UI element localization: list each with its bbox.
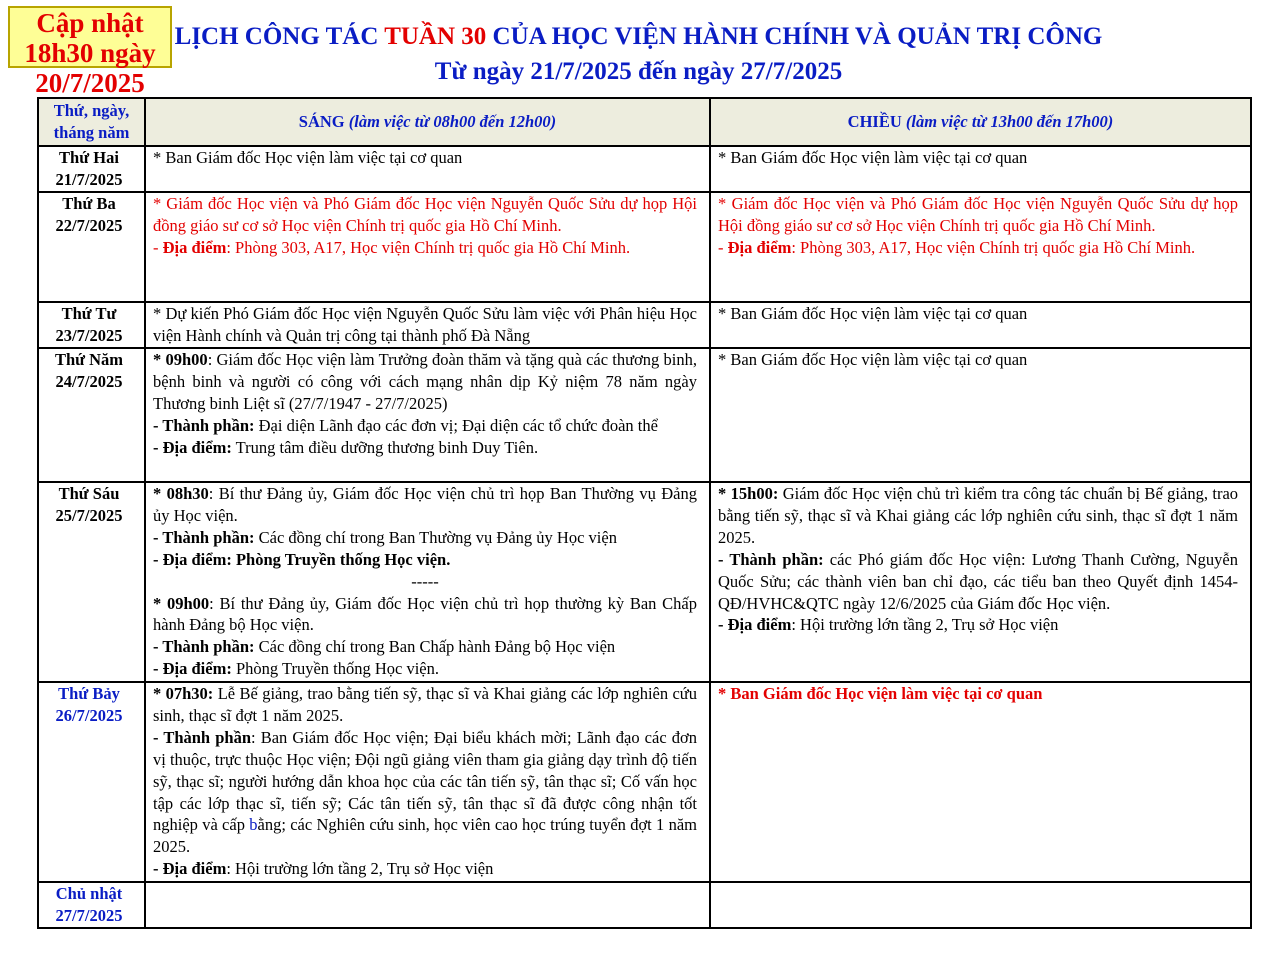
table-header-row — [38, 98, 1251, 146]
day-cell — [38, 348, 145, 482]
location-label: - Địa điểm — [153, 859, 227, 879]
day-name: Thứ Sáu — [58, 484, 120, 503]
table-row — [38, 146, 1251, 192]
day-name: Thứ Bảy — [58, 684, 120, 703]
day-name: Thứ Hai — [59, 148, 119, 167]
afternoon-event — [718, 483, 1238, 549]
morning-text — [153, 349, 697, 415]
day-name: Chủ nhật — [55, 884, 123, 903]
location-label: Địa điểm — [162, 237, 227, 257]
morning-hours: (làm việc từ 08h00 đến 12h00) — [348, 112, 557, 132]
day-date: 23/7/2025 — [55, 325, 123, 345]
location-label: - Địa điểm: — [153, 659, 232, 679]
participants-text-end: ằng; các Nghiên cứu sinh, học viên cao học trúng tuyển đợt 1 năm 2025. — [153, 815, 697, 857]
morning-participants — [153, 727, 697, 858]
afternoon-hours: (làm việc từ 13h00 đến 17h00) — [905, 112, 1114, 132]
location-text: : Hội trường lớn tầng 2, Trụ sở Học viện — [791, 615, 1059, 635]
day-date: 21/7/2025 — [55, 169, 123, 189]
event-text: : Bí thư Đảng ủy, Giám đốc Học viện chủ trì họp thường kỳ Ban Chấp hành Đảng bộ Học viện. — [153, 593, 697, 635]
table-row — [38, 482, 1251, 682]
day-name: Thứ Năm — [54, 350, 124, 369]
badge-line-1: Cập nhật — [36, 8, 144, 38]
morning-participants-1 — [153, 527, 697, 549]
afternoon-cell — [710, 146, 1251, 192]
morning-cell — [145, 348, 710, 482]
day-cell — [38, 682, 145, 882]
page-title — [0, 22, 1277, 52]
day-date: 27/7/2025 — [55, 905, 123, 925]
title-week: TUẦN 30 — [384, 23, 487, 50]
table-row — [38, 302, 1251, 348]
participants-label: - Thành phần: — [718, 549, 824, 569]
morning-event — [153, 683, 697, 727]
morning-location-2 — [153, 658, 697, 680]
day-cell — [38, 882, 145, 928]
day-date: 24/7/2025 — [55, 371, 123, 391]
morning-event-1 — [153, 483, 697, 527]
page-subtitle: Từ ngày 21/7/2025 đến ngày 27/7/2025 — [434, 58, 843, 85]
badge-line-3: 20/7/2025 — [35, 68, 145, 98]
day-name: Thứ Ba — [62, 194, 116, 213]
participants-label: - Thành phần — [153, 727, 252, 747]
morning-cell — [145, 882, 710, 928]
day-cell — [38, 192, 145, 302]
afternoon-cell — [710, 302, 1251, 348]
afternoon-text: * Ban Giám đốc Học viện làm việc tại cơ quan — [718, 304, 1028, 323]
afternoon-cell — [710, 192, 1251, 302]
morning-cell — [145, 682, 710, 882]
morning-location — [153, 437, 697, 459]
location-text: : Phòng 303, A17, Học viện Chính trị quốc gia Hồ Chí Minh. — [791, 237, 1196, 257]
afternoon-cell — [710, 348, 1251, 482]
header-day-column — [38, 98, 145, 146]
header-morning-column — [145, 98, 710, 146]
morning-participants-2 — [153, 636, 697, 658]
morning-text: * Giám đốc Học viện và Phó Giám đốc Học viện Nguyễn Quốc Sửu dự họp Hội đồng giáo sư cơ sở Học viện Chính trị quốc gia Hồ Chí Minh. — [153, 194, 697, 235]
event-text: Giám đốc Học viện chủ trì kiểm tra công tác chuẩn bị Bế giảng, trao bằng tiến sỹ, thạc sĩ và Khai giảng các lớp nghiên cứu sinh, thạc sĩ đợt 1 năm 2025. — [718, 484, 1239, 547]
event-text: : Giám đốc Học viện làm Trưởng đoàn thăm và tặng quà các thương binh, bệnh binh và người có công với cách mạng nhân dịp Kỷ niệm 78 năm ngày Thương binh Liệt sĩ (27/7/1947 - 27/7/2025) — [153, 350, 697, 413]
day-name: Thứ Tư — [61, 304, 117, 323]
title-suffix: CỦA HỌC VIỆN HÀNH CHÍNH VÀ QUẢN TRỊ CÔNG — [486, 23, 1103, 50]
day-cell — [38, 146, 145, 192]
afternoon-location: - Địa điểm: Phòng 303, A17, Học viện Chính trị quốc gia Hồ Chí Minh. — [718, 237, 1196, 257]
event-time: * 09h00 — [153, 350, 208, 369]
participants-text: : Ban Giám đốc Học viện; Đại biểu khách mời; Lãnh đạo các đơn vị thuộc, trực thuộc Học viện; Đội ngũ giảng viên tham gia giảng dạy trình độ tiến sỹ, thạc sĩ; người hướng dẫn khoa học của các tân tiến sỹ, tân thạc sĩ; Cố vấn học tập các lớp thạc sĩ, tiến sỹ; Các tân tiến sỹ, tân thạc sĩ đã được công nhận tốt nghiệp và cấp — [153, 727, 698, 835]
participants-label: - Thành phần: — [153, 527, 255, 547]
event-time: * 09h00 — [153, 593, 210, 613]
participants-text-highlight: b — [249, 815, 258, 835]
morning-cell — [145, 302, 710, 348]
morning-participants — [153, 415, 697, 437]
event-time: * 07h30: — [153, 684, 214, 703]
table-row — [38, 348, 1251, 482]
participants-text: Các đồng chí trong Ban Thường vụ Đảng ủy Học viện — [254, 527, 617, 547]
afternoon-cell — [710, 482, 1251, 682]
event-separator: ----- — [411, 571, 439, 591]
location-text: Trung tâm điều dưỡng thương binh Duy Tiên. — [231, 437, 539, 457]
afternoon-participants — [718, 549, 1238, 615]
event-text: Lễ Bế giảng, trao bằng tiến sỹ, thạc sĩ và Khai giảng các lớp nghiên cứu sinh, thạc sĩ đợt 1 năm 2025. — [153, 684, 697, 725]
participants-text: Đại diện Lãnh đạo các đơn vị; Đại diện các tổ chức đoàn thể — [254, 415, 658, 435]
title-prefix: LỊCH CÔNG TÁC — [174, 23, 385, 50]
afternoon-text: * Ban Giám đốc Học viện làm việc tại cơ quan — [718, 350, 1028, 369]
schedule-table — [37, 97, 1252, 929]
location-text: : Hội trường lớn tầng 2, Trụ sở Học viện — [226, 859, 494, 879]
participants-text: Các đồng chí trong Ban Chấp hành Đảng bộ Học viện — [254, 637, 616, 657]
day-date: 25/7/2025 — [55, 505, 123, 525]
table-row — [38, 682, 1251, 882]
morning-cell — [145, 192, 710, 302]
location-text: : Phòng 303, A17, Học viện Chính trị quốc gia Hồ Chí Minh. — [226, 237, 631, 257]
event-time: * 08h30 — [153, 484, 209, 503]
day-date: 26/7/2025 — [55, 705, 123, 725]
update-badge — [8, 6, 172, 98]
day-date: 22/7/2025 — [55, 215, 123, 235]
participants-text: các Phó giám đốc Học viện: Lương Thanh Cường, Nguyễn Quốc Sửu; các thành viên ban chỉ đạo, các tiểu ban theo Quyết định 1454-QĐ/HVHC&QTC ngày 12/6/2025 của Giám đốc Học viện. — [718, 549, 1238, 613]
day-cell — [38, 302, 145, 348]
morning-text: * Dự kiến Phó Giám đốc Học viện Nguyễn Quốc Sửu làm việc với Phân hiệu Học viện Hành chính và Quản trị công tại thành phố Đà Nẵng — [153, 304, 697, 345]
header-afternoon-column — [710, 98, 1251, 146]
day-cell — [38, 482, 145, 682]
location-label: - Địa điểm: — [153, 437, 232, 457]
afternoon-label: CHIỀU — [847, 112, 902, 132]
afternoon-location — [718, 614, 1238, 636]
morning-cell — [145, 482, 710, 682]
morning-location: - Địa điểm: Phòng 303, A17, Học viện Chính trị quốc gia Hồ Chí Minh. — [153, 237, 631, 257]
morning-label: SÁNG — [298, 112, 345, 132]
badge-line-2: 18h30 ngày — [24, 38, 156, 68]
event-time: * 15h00: — [718, 484, 779, 503]
event-text: : Bí thư Đảng ủy, Giám đốc Học viện chủ trì họp Ban Thường vụ Đảng ủy Học viện. — [153, 484, 697, 525]
location-label: Địa điểm — [727, 237, 792, 257]
header-day-line-2: tháng năm — [53, 123, 130, 142]
location-label: - Địa điểm — [718, 615, 792, 635]
afternoon-cell — [710, 682, 1251, 882]
header-day-line-1: Thứ, ngày, — [53, 101, 130, 121]
participants-label: - Thành phần: — [153, 415, 255, 435]
participants-label: - Thành phần: — [153, 637, 255, 657]
table-row — [38, 882, 1251, 928]
location-text: Phòng Truyền thống Học viện. — [231, 659, 440, 679]
afternoon-cell — [710, 882, 1251, 928]
morning-location — [153, 858, 697, 880]
table-row — [38, 192, 1251, 302]
afternoon-text: * Giám đốc Học viện và Phó Giám đốc Học viện Nguyễn Quốc Sửu dự họp Hội đồng giáo sư cơ sở Học viện Chính trị quốc gia Hồ Chí Minh. — [718, 194, 1238, 235]
morning-location-1: - Địa điểm: Phòng Truyền thống Học viện. — [153, 549, 451, 569]
morning-event-2 — [153, 593, 697, 637]
afternoon-text: * Ban Giám đốc Học viện làm việc tại cơ quan — [718, 148, 1028, 167]
morning-text: * Ban Giám đốc Học viện làm việc tại cơ quan — [153, 148, 463, 167]
morning-cell — [145, 146, 710, 192]
afternoon-text: * Ban Giám đốc Học viện làm việc tại cơ quan — [718, 684, 1043, 703]
